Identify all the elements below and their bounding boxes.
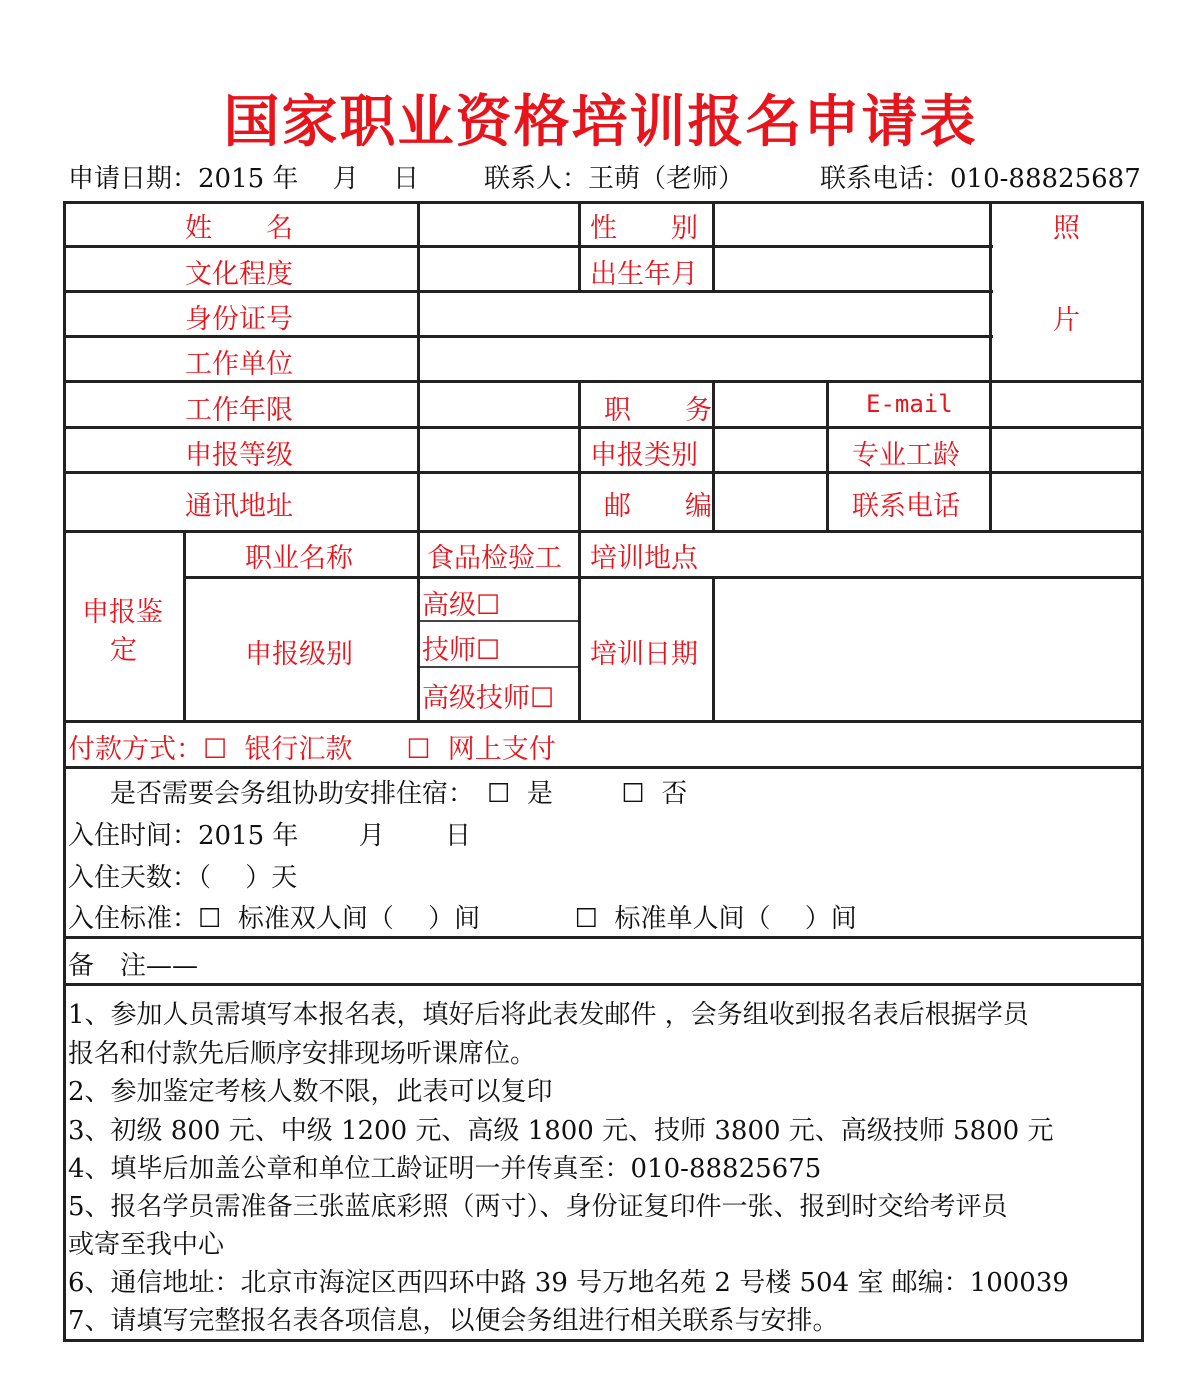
address-label: 通讯地址 [185, 491, 293, 522]
level-senior-technician-checkbox[interactable]: 高级技师☐ [422, 683, 555, 714]
note-line: 3、初级 800 元、中级 1200 元、高级 1800 元、技师 3800 元、高级技师 5800 元 [68, 1116, 1054, 1146]
application-date: 申请日期：2015 年 月 日 [68, 164, 419, 194]
photo-label: 照 [1053, 213, 1080, 244]
training-place-label: 培训地点 [590, 543, 698, 574]
photo-label: 片 [1053, 305, 1080, 336]
column-divider [578, 380, 581, 721]
note-line: 6、通信地址：北京市海淀区西四环中路 39 号万地名苑 2 号楼 504 室 邮编：100039 [68, 1268, 1069, 1298]
checkin-time: 入住时间：2015 年 月 日 [68, 821, 471, 851]
row-divider [63, 936, 1144, 939]
contact-phone: 联系电话：010-88825687 [820, 164, 1141, 194]
id-number-label: 身份证号 [185, 304, 293, 335]
gender-label: 性 别 [590, 213, 698, 244]
apply-level-label: 申报等级 [185, 440, 293, 471]
training-date-label: 培训日期 [590, 639, 698, 670]
note-line: 5、报名学员需准备三张蓝底彩照（两寸）、身份证复印件一张、报到时交给考评员 [68, 1192, 1008, 1222]
appraisal-label: 申报鉴 [82, 597, 163, 628]
postcode-label: 邮 编 [604, 491, 712, 522]
seniority-label: 专业工龄 [852, 440, 960, 471]
employer-label: 工作单位 [185, 349, 293, 380]
remarks-label: 备 注—— [68, 951, 199, 981]
payment-method[interactable]: 付款方式：☐ 银行汇款 ☐ 网上支付 [68, 734, 556, 765]
note-line: 1、参加人员需填写本报名表，填好后将此表发邮件 ，会务组收到报名表后根据学员 [68, 1000, 1029, 1030]
apply-category-label: 申报类别 [590, 440, 698, 471]
note-line: 4、填毕后加盖公章和单位工龄证明一并传真至：010-88825675 [68, 1154, 822, 1184]
note-line: 报名和付款先后顺序安排现场听课席位。 [68, 1039, 537, 1069]
column-divider [989, 201, 992, 531]
education-label: 文化程度 [185, 259, 293, 290]
position-label: 职 务 [604, 395, 712, 426]
row-divider [183, 576, 1144, 579]
row-divider [63, 720, 1144, 723]
note-line: 或寄至我中心 [68, 1230, 225, 1260]
row-divider [63, 983, 1144, 986]
row-divider [63, 530, 1144, 533]
column-divider [712, 201, 715, 293]
stay-days: 入住天数：（ ）天 [68, 863, 298, 893]
column-divider [712, 380, 715, 530]
column-divider [712, 576, 715, 721]
appraisal-label: 定 [110, 635, 137, 666]
level-senior-checkbox[interactable]: 高级☐ [422, 590, 501, 621]
note-line: 7、请填写完整报名表各项信息，以便会务组进行相关联系与安排。 [68, 1306, 839, 1336]
occupation-value: 食品检验工 [427, 543, 562, 574]
column-divider [826, 380, 829, 530]
row-divider [63, 766, 1144, 769]
contact-phone-label: 联系电话 [852, 491, 960, 522]
note-line: 2、参加鉴定考核人数不限，此表可以复印 [68, 1077, 553, 1107]
row-divider [63, 245, 993, 248]
name-label: 姓 名 [185, 213, 293, 244]
room-standard[interactable]: 入住标准：☐ 标准双人间（ ）间 ☐ 标准单人间（ ）间 [68, 904, 857, 934]
work-years-label: 工作年限 [185, 395, 293, 426]
contact-person: 联系人：王萌（老师） [484, 164, 745, 194]
email-label: E-mail [866, 390, 953, 418]
column-divider [578, 201, 581, 293]
column-divider [183, 530, 186, 721]
lodging-question[interactable]: 是否需要会务组协助安排住宿： ☐ 是 ☐ 否 [110, 779, 688, 809]
birth-date-label: 出生年月 [590, 259, 698, 290]
level-technician-checkbox[interactable]: 技师☐ [422, 635, 501, 666]
occupation-label: 职业名称 [245, 543, 353, 574]
column-divider [417, 201, 420, 721]
form-title: 国家职业资格培训报名申请表 [223, 90, 978, 155]
level-label: 申报级别 [245, 639, 353, 670]
